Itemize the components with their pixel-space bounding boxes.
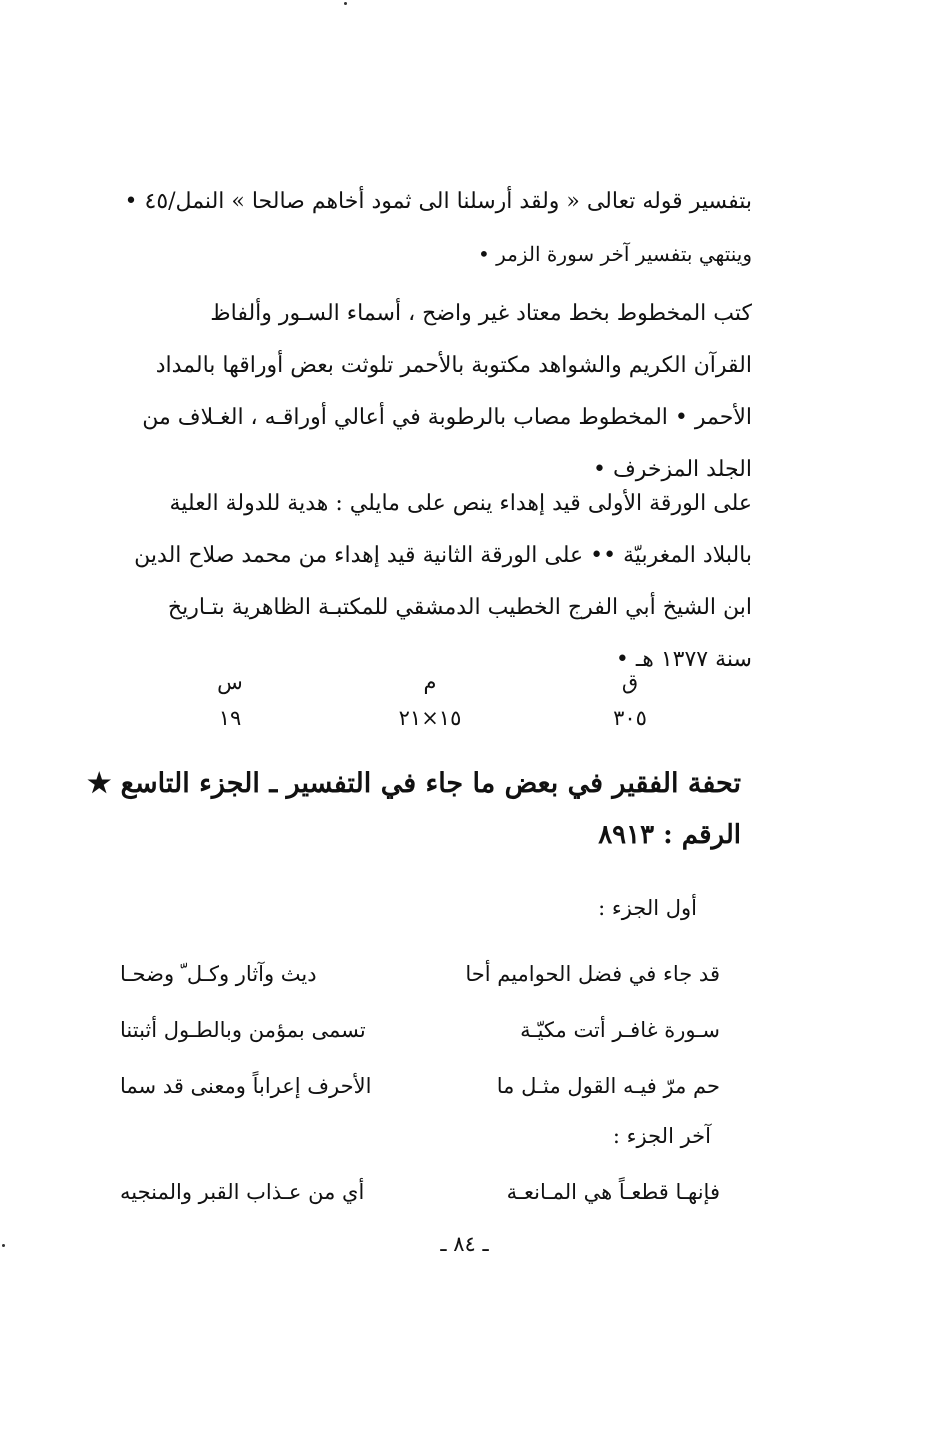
verse-second-hemistich: أي من عـذاب القبر والمنجيه (120, 1180, 365, 1204)
intro-line: وينتهي بتفسير آخر سورة الزمر • (477, 242, 752, 266)
scan-speck (2, 1244, 5, 1247)
verse-second-hemistich: ديث وآثار وكـل ّ وضحـا (120, 962, 317, 986)
ending-label: آخر الجزء : (612, 1124, 711, 1148)
dedication-paragraph (108, 478, 752, 686)
beginning-label: أول الجزء : (598, 896, 697, 920)
verse-second-hemistich: تسمى بمؤمن وبالطـول أثبتنا (120, 1018, 366, 1042)
verse-line (120, 1164, 720, 1220)
intro-line: بتفسير قوله تعالى « ولقد أرسلنا الى ثمود أخاهم صالحا » النمل/٤٥ • (124, 189, 752, 214)
dedication-line: سنة ١٣٧٧ هـ • (615, 647, 752, 672)
description-line: الأحمر • المخطوط مصاب بالرطوبة في أعالي أوراقـه ، الغـلاف من (142, 405, 752, 430)
verse-line (120, 1002, 720, 1058)
verse-first-hemistich: قد جاء في فضل الحواميم أحا (465, 962, 720, 986)
specs-header-row (170, 670, 690, 694)
entry-title: تحفة الفقير في بعض ما جاء في التفسير ـ الجزء التاسع ★ (87, 768, 741, 799)
specs-header-lines: س (217, 670, 243, 694)
verse-line (120, 946, 720, 1002)
verse-first-hemistich: سـورة غافـر أتت مكيّـة (520, 1018, 720, 1042)
description-paragraph (108, 288, 752, 496)
description-line: الجلد المزخرف • (592, 457, 752, 482)
intro-paragraph (108, 176, 752, 280)
verse-line (120, 1058, 720, 1114)
dedication-line: بالبلاد المغربيّة •• على الورقة الثانية قيد إهداء من محمد صلاح الدين (134, 543, 752, 568)
page-number: ـ ٨٤ ـ (440, 1232, 489, 1256)
dedication-line: على الورقة الأولى قيد إهداء ينص على مايلي : هدية للدولة العلية (169, 491, 752, 516)
specs-value-leaves: ٣٠٥ (613, 706, 647, 730)
specs-value-size: ١٥×٢١ (398, 706, 462, 730)
scan-speck (344, 2, 347, 5)
verse-first-hemistich: حم مرّ فيـه القول مثـل ما (496, 1074, 720, 1098)
specs-header-leaves: ق (621, 670, 639, 694)
specs-value-row (170, 706, 690, 730)
dedication-line: ابن الشيخ أبي الفرج الخطيب الدمشقي للمكتبـة الظاهرية بتـاريخ (167, 595, 752, 620)
entry-number: الرقم : ٨٩١٣ (598, 820, 741, 850)
description-line: كتب المخطوط بخط معتاد غير واضح ، أسماء السـور وألفاظ (210, 301, 752, 326)
specs-value-lines: ١٩ (218, 706, 242, 730)
verse-second-hemistich: الأحرف إعراباً ومعنى قد سما (120, 1074, 372, 1098)
verse-first-hemistich: فإنهـا قطعـاً هي المـانعـة (506, 1180, 720, 1204)
description-line: القرآن الكريم والشواهد مكتوبة بالأحمر تلوثت بعض أوراقها بالمداد (155, 353, 752, 378)
specs-header-size: م (423, 670, 437, 694)
